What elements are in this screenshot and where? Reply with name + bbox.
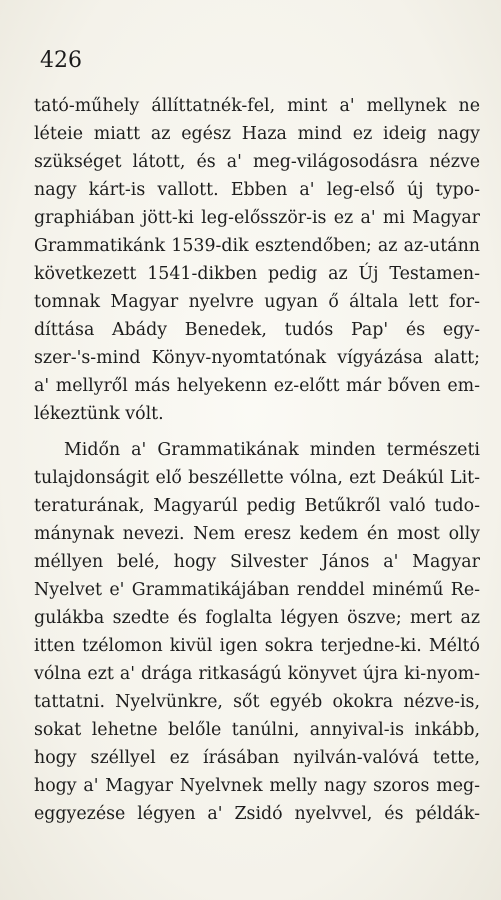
- paragraph-1: [34, 92, 480, 428]
- paragraph-2: [34, 436, 480, 828]
- text-line: itten tzélomon kivül igen sokra terjedne-ki. Méltó: [34, 636, 480, 656]
- text-line: tató-műhely állíttatnék-fel, mint a' mellynek ne: [34, 96, 480, 116]
- text-line: hogy a' Magyar Nyelvnek melly nagy szoros meg-: [34, 776, 480, 796]
- text-line: szükséget látott, és a' meg-világosodásra nézve: [34, 152, 480, 172]
- text-line: a' mellyről más helyekenn ez-előtt már bőven em-: [34, 376, 480, 396]
- text-line: tattatni. Nyelvünkre, sőt egyéb okokra nézve-is,: [34, 692, 480, 712]
- text-line: graphiában jött-ki leg-elősször-is ez a' mi Magyar: [34, 208, 480, 228]
- body-text: [34, 92, 480, 828]
- text-line: léteie miatt az egész Haza mind ez ideig nagy: [34, 124, 480, 144]
- text-line: tulajdonságit elő beszéllette vólna, ezt Deákúl Lit-: [34, 468, 480, 488]
- text-line: gulákba szedte és foglalta légyen öszve; mert az: [34, 608, 480, 628]
- text-line: lékeztünk vólt.: [34, 404, 164, 424]
- text-line: szer-'s-mind Könyv-nyomtatónak vígyázása alatt;: [34, 348, 480, 368]
- text-line: hogy széllyel ez írásában nyilván-valóvá tette,: [34, 748, 480, 768]
- text-line: díttása Abády Benedek, tudós Pap' és egy-: [34, 320, 480, 340]
- text-line: nagy kárt-is vallott. Ebben a' leg-első új typo-: [34, 180, 480, 200]
- text-line: Midőn a' Grammatikának minden természeti: [64, 440, 480, 460]
- paragraph-gap: [34, 428, 480, 436]
- text-line: teraturának, Magyarúl pedig Betűkről való tudo-: [34, 496, 480, 516]
- text-line: sokat lehetne belőle tanúlni, annyival-is inkább,: [34, 720, 480, 740]
- text-line: mánynak nevezi. Nem eresz kedem én most olly: [34, 524, 480, 544]
- text-line: méllyen belé, hogy Silvester János a' Magyar: [34, 552, 480, 572]
- text-line: következett 1541-dikben pedig az Új Testamen-: [34, 264, 480, 284]
- text-line: vólna ezt a' drága ritkaságú könyvet újra ki-nyom-: [34, 664, 480, 684]
- text-line: Grammatikánk 1539-dik esztendőben; az az-utánn: [34, 236, 480, 256]
- text-line: Nyelvet e' Grammatikájában renddel minémű Re-: [34, 580, 480, 600]
- text-line: eggyezése légyen a' Zsidó nyelvvel, és példák-: [34, 804, 480, 824]
- page-number: 426: [40, 48, 82, 73]
- text-line: tomnak Magyar nyelvre ugyan ő általa lett for-: [34, 292, 480, 312]
